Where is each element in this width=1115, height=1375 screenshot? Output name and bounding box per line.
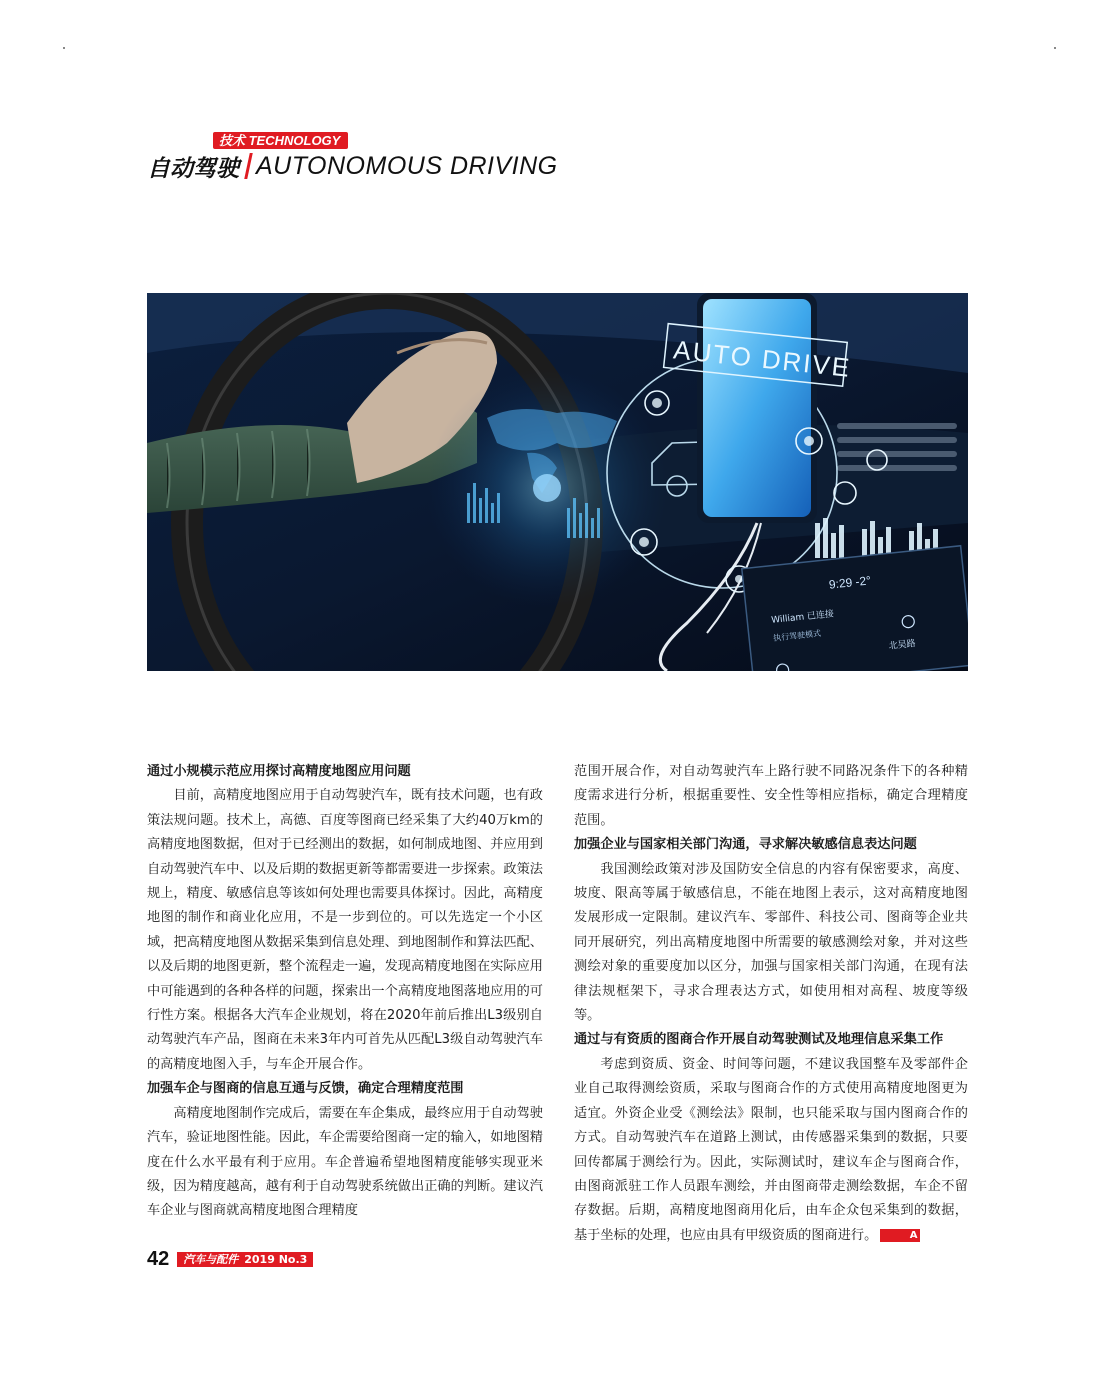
section-tag: 技术 TECHNOLOGY <box>213 132 348 149</box>
section-title-cn: 自动驾驶 <box>147 155 239 182</box>
crop-mark <box>1054 47 1056 49</box>
paragraph: 范围开展合作，对自动驾驶汽车上路行驶不同路况条件下的各种精度需求进行分析，根据重要性、安全性等相应指标，确定合理精度范围。 <box>574 764 968 828</box>
hero-image <box>147 293 968 671</box>
dash-road: 北吴路 <box>888 639 917 652</box>
paragraph: 目前，高精度地图应用于自动驾驶汽车，既有技术问题，也有政策法规问题。技术上，高德、百度等图商已经采集了大约40万km的高精度地图数据，但对于已经测出的数据，如何制成地图、并应用到自动驾驶汽车中、以及后期的数据更新等都需要进一步探索。政策法规上，精度、敏感信息等该如何处理也需要具体探讨。因此，高精度地图的制作和商业化应用，不是一步到位的。可以先选定一个小区域，把高精度地图从数据采集到信息处理、到地图制作和算法匹配、以及后期的地图更新，整个流程走一遍，发现高精度地图在实际应用中可能遇到的各种各样的问题，探索出一个高精度地图落地应用的可行性方案。根据各大汽车企业规划，将在2020年前后推出L3级别自动驾驶汽车产品，图商在未来3年内可首先从匹配L3级自动驾驶汽车的高精度地图入手，与车企开展合作。 <box>147 788 543 1072</box>
dash-mode: 执行驾驶模式 <box>772 628 822 643</box>
paragraph: 我国测绘政策对涉及国防安全信息的内容有保密要求，高度、坡度、限高等属于敏感信息，不能在地图上表示，这对高精度地图发展形成一定限制。建议汽车、零部件、科技公司、图商等企业共同开展研究，列出高精度地图中所需要的敏感测绘对象，并对这些测绘对象的重要度加以区分，加强与国家相关部门沟通，在现有法律法规框架下，寻求合理表达方式，如使用相对高程、坡度等级等。 <box>574 861 968 1024</box>
section-heading <box>147 150 558 182</box>
paragraph-text: 考虑到资质、资金、时间等问题，不建议我国整车及零部件企业自己取得测绘资质，采取与图商合作的方式使用高精度地图更为适宜。外资企业受《测绘法》限制，也只能采取与国内图商合作的方式。自动驾驶汽车在道路上测试，由传感器采集到的数据，只要回传都属于测绘行为。因此，实际测试时，建议车企与图商合作，由图商派驻工作人员跟车测绘，并由图商带走测绘数据，车企不留存数据。后期，高精度地图商用化后，由车企众包采集到的数据，基于坐标的处理，也应由具有甲级资质的图商进行。 <box>574 1056 968 1243</box>
subheading: 加强企业与国家相关部门沟通，寻求解决敏感信息表达问题 <box>574 837 917 853</box>
page-number: 42 <box>147 1247 170 1270</box>
issue-label: 2019 No.3 <box>244 1252 308 1266</box>
section-title-en: AUTONOMOUS DRIVING <box>256 151 558 180</box>
title-divider <box>244 153 253 179</box>
end-mark: A <box>880 1229 920 1242</box>
dash-time: 9:29 -2° <box>828 573 872 592</box>
auto-drive-label: AUTO DRIVE <box>671 334 853 383</box>
article-column-left <box>147 760 543 1224</box>
subheading: 通过小规模示范应用探讨高精度地图应用问题 <box>147 764 411 779</box>
dash-user: William 已连接 <box>770 609 835 626</box>
article-column-right <box>574 760 968 1248</box>
page-footer <box>147 1247 313 1271</box>
paragraph: 高精度地图制作完成后，需要在车企集成，最终应用于自动驾驶汽车，验证地图性能。因此，车企需要给图商一定的输入，如地图精度在什么水平最有利于应用。车企普遍希望地图精度能够实现亚米级，因为精度越高，越有利于自动驾驶系统做出正确的判断。建议汽车企业与图商就高精度地图合理精度 <box>147 1105 543 1219</box>
magazine-tag <box>177 1252 313 1267</box>
magazine-name: 汽车与配件 <box>183 1252 239 1266</box>
paragraph-final <box>574 1053 968 1248</box>
subheading: 通过与有资质的图商合作开展自动驾驶测试及地理信息采集工作 <box>574 1032 944 1048</box>
crop-mark <box>63 47 65 49</box>
subheading: 加强车企与图商的信息互通与反馈，确定合理精度范围 <box>147 1081 464 1097</box>
